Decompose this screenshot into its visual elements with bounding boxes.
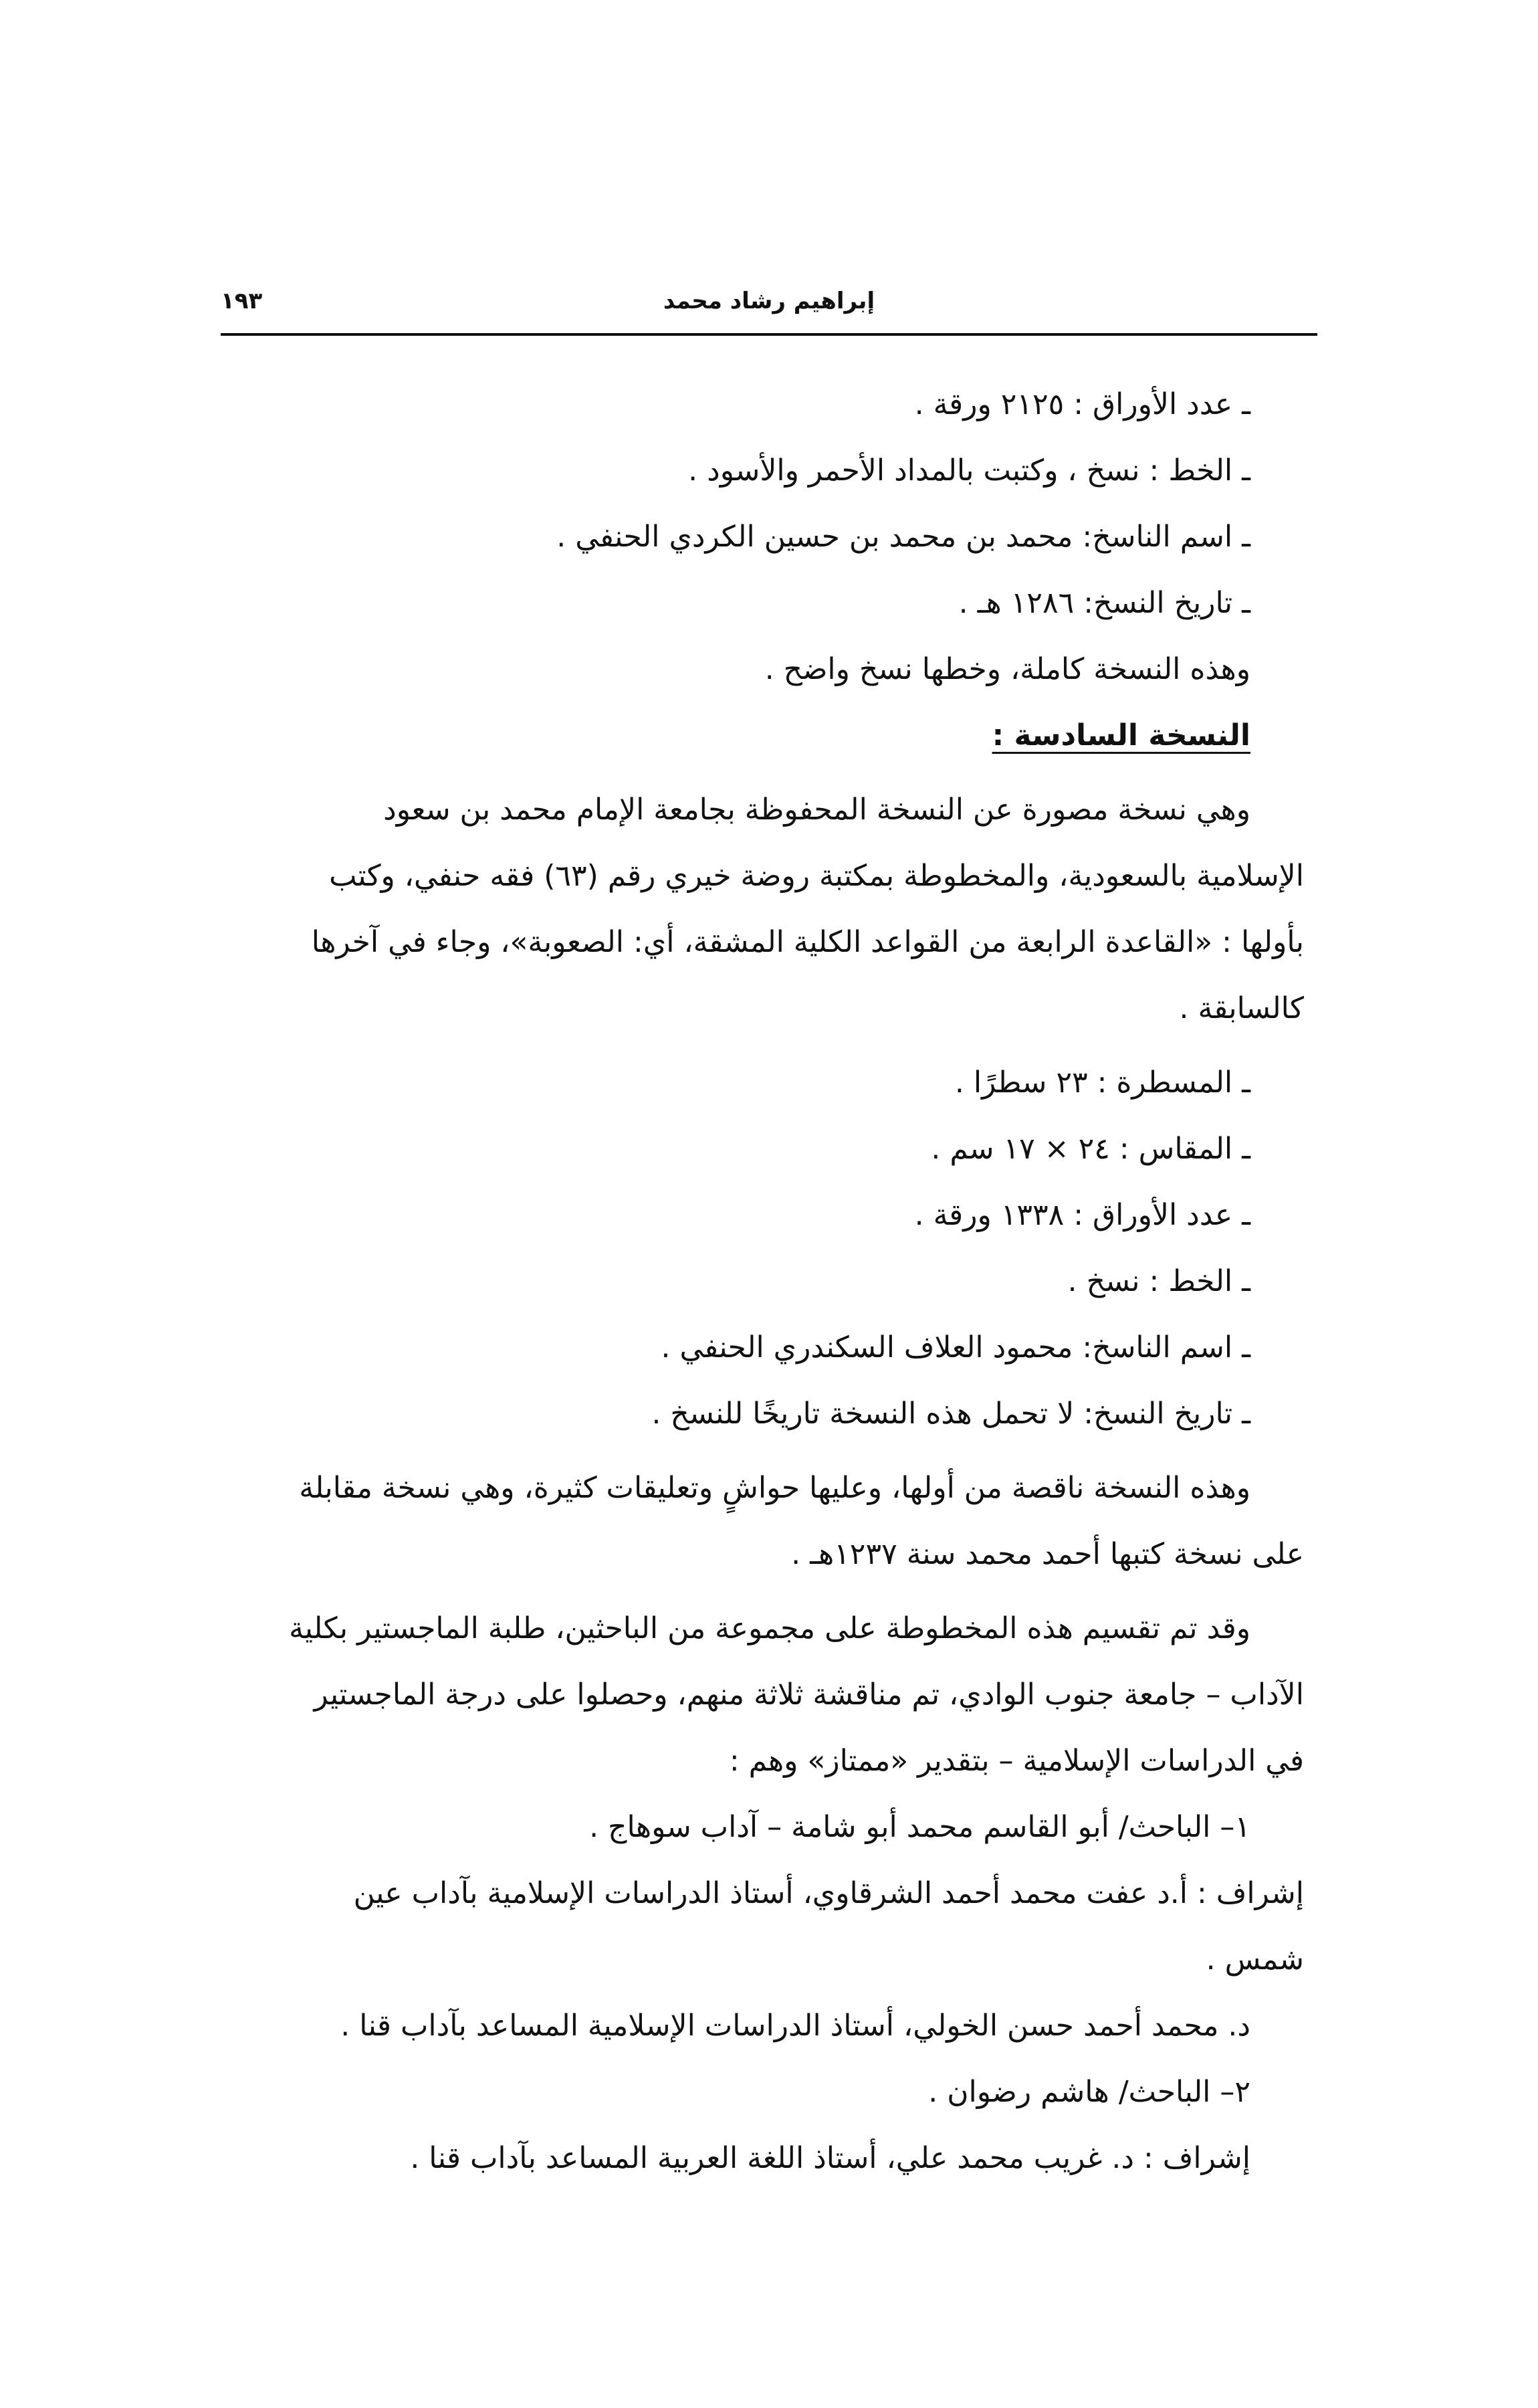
supervision-2: إشراف : د. غريب محمد علي، أستاذ اللغة العربية المساعد بآداب قنا . xyxy=(410,2141,1250,2175)
paragraph-line: بأولها : «القاعدة الرابعة من القواعد الكلية المشقة، أي: الصعوبة»، وجاء في آخرها xyxy=(311,925,1304,959)
list-item: ـ المقاس : ٢٤ × ١٧ سم . xyxy=(931,1132,1250,1166)
paragraph-1 xyxy=(221,777,1304,1041)
spacer xyxy=(221,1587,1304,1595)
list-item: ـ اسم الناسخ: محمود العلاف السكندري الحنفي . xyxy=(661,1330,1250,1365)
page-header xyxy=(221,281,1317,334)
section-heading: النسخة السادسة : xyxy=(992,718,1250,752)
researcher-1: ١– الباحث/ أبو القاسم محمد أبو شامة – آداب سوهاج . xyxy=(589,1810,1250,1844)
supervision-1b: د. محمد أحمد حسن الخولي، أستاذ الدراسات الإسلامية المساعد بآداب قنا . xyxy=(340,2009,1250,2043)
list-item: ـ عدد الأوراق : ٢١٢٥ ورقة . xyxy=(914,387,1250,421)
paragraph-line: الإسلامية بالسعودية، والمخطوطة بمكتبة روضة خيري رقم (٦٣) فقه حنفي، وكتب xyxy=(329,859,1304,893)
paragraph-line: الآداب – جامعة جنوب الوادي، تم مناقشة ثلاثة منهم، وحصلوا على درجة الماجستير xyxy=(314,1678,1304,1712)
researcher-2: ٢– الباحث/ هاشم رضوان . xyxy=(928,2075,1250,2109)
note-line: وهذه النسخة كاملة، وخطها نسخ واضح . xyxy=(764,652,1250,686)
body-text xyxy=(221,371,1304,2191)
page-number: ١٩٣ xyxy=(221,288,263,314)
paragraph-line: وقد تم تقسيم هذه المخطوطة على مجموعة من الباحثين، طلبة الماجستير بكلية xyxy=(289,1611,1250,1645)
spacer xyxy=(221,1041,1304,1049)
list-item: ـ تاريخ النسخ: ١٢٨٦ هـ . xyxy=(958,586,1250,620)
spacer xyxy=(221,769,1304,777)
paragraph-line: شمس . xyxy=(1206,1942,1304,1977)
list-item: ـ الخط : نسخ ، وكتبت بالمداد الأحمر والأسود . xyxy=(688,454,1250,488)
paragraph-line: في الدراسات الإسلامية – بتقدير «ممتاز» وهم : xyxy=(729,1744,1304,1778)
supervision-1 xyxy=(221,1860,1304,1993)
paragraph-2 xyxy=(221,1455,1304,1587)
paragraph-3 xyxy=(221,1595,1304,1794)
running-head: إبراهيم رشاد محمد xyxy=(663,288,875,314)
paragraph-line: إشراف : أ.د عفت محمد أحمد الشرقاوي، أستاذ الدراسات الإسلامية بآداب عين xyxy=(353,1876,1304,1910)
paragraph-line: وهذه النسخة ناقصة من أولها، وعليها حواشٍ وتعليقات كثيرة، وهي نسخة مقابلة xyxy=(299,1471,1250,1505)
list-item: ـ الخط : نسخ . xyxy=(1067,1264,1250,1298)
list-item: ـ اسم الناسخ: محمد بن محمد بن حسين الكردي الحنفي . xyxy=(556,520,1250,554)
header-rule xyxy=(221,333,1317,336)
list-item: ـ عدد الأوراق : ١٣٣٨ ورقة . xyxy=(914,1198,1250,1232)
spacer xyxy=(221,1447,1304,1455)
paragraph-line: كالسابقة . xyxy=(1179,991,1304,1025)
paragraph-line: وهي نسخة مصورة عن النسخة المحفوظة بجامعة الإمام محمد بن سعود xyxy=(383,793,1250,827)
list-item: ـ المسطرة : ٢٣ سطرًا . xyxy=(954,1066,1250,1100)
paragraph-line: على نسخة كتبها أحمد محمد سنة ١٢٣٧هـ . xyxy=(791,1537,1304,1571)
list-item: ـ تاريخ النسخ: لا تحمل هذه النسخة تاريخًا للنسخ . xyxy=(651,1397,1250,1431)
